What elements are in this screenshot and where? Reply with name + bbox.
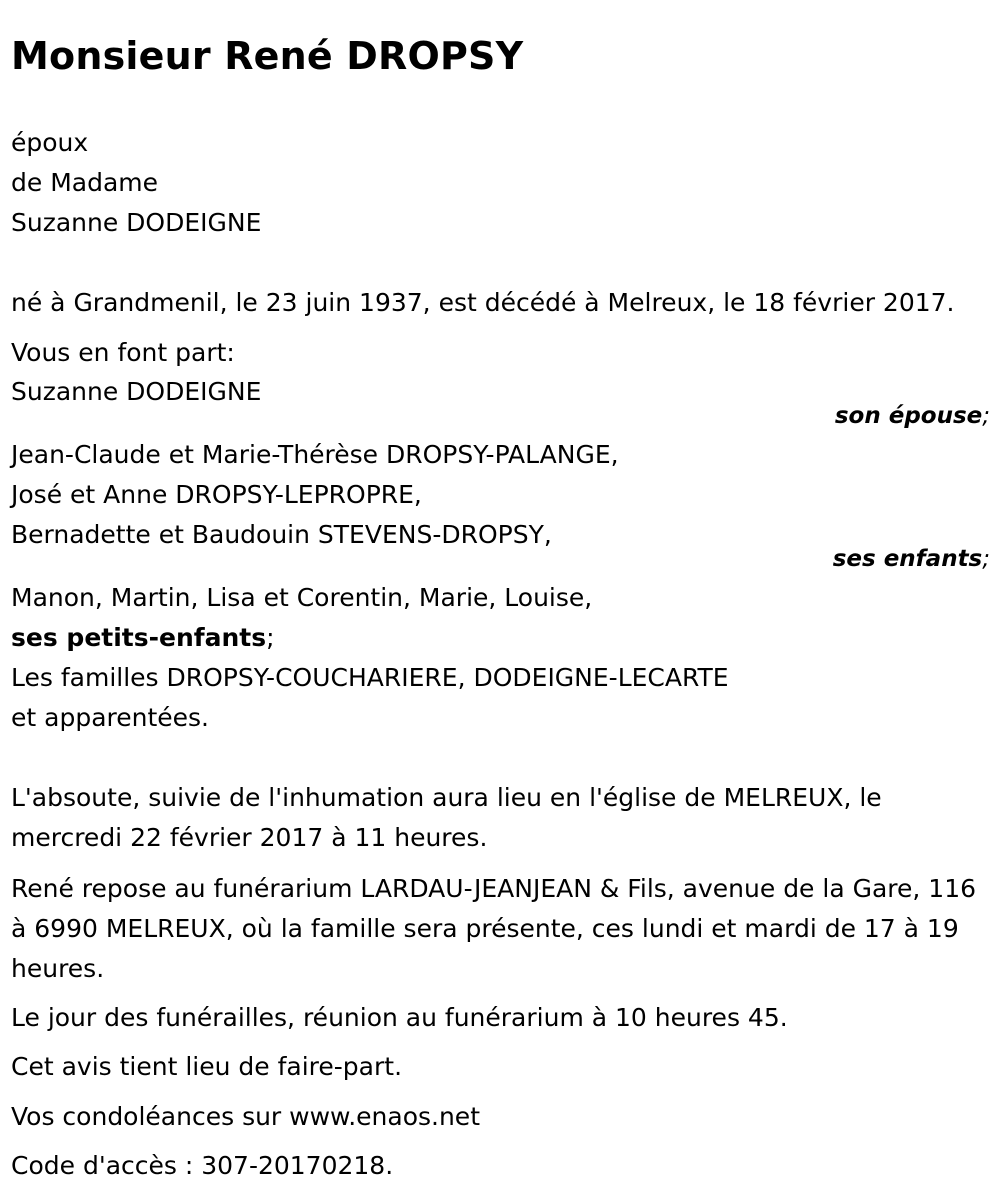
- grandchildren-role-label: ses petits-enfants: [11, 623, 267, 652]
- children-role-label: ses enfants: [832, 546, 983, 572]
- child-line-1: Jean-Claude et Marie-Thérèse DROPSY-PALANGE,: [11, 440, 619, 469]
- wife-role-label: son épouse: [834, 403, 983, 429]
- families-line-2: et apparentées.: [11, 703, 209, 732]
- spouse-line-3: Suzanne DODEIGNE: [11, 208, 262, 237]
- wife-name: Suzanne DODEIGNE: [11, 377, 262, 406]
- ceremony-paragraph: L'absoute, suivie de l'inhumation aura lieu en l'église de MELREUX, le mercredi 22 février 2017 à 11 heures.: [11, 783, 882, 852]
- spouse-line-1: époux: [11, 128, 89, 157]
- spouse-line-2: de Madame: [11, 168, 159, 197]
- notice-line: Cet avis tient lieu de faire-part.: [11, 1052, 403, 1081]
- condolences-line: Vos condoléances sur www.enaos.net: [11, 1102, 480, 1131]
- child-line-3: Bernadette et Baudouin STEVENS-DROPSY,: [11, 520, 552, 549]
- funerarium-paragraph: René repose au funérarium LARDAU-JEANJEAN & Fils, avenue de la Gare, 116 à 6990 MELREUX, où la famille sera présente, ces lundi et mardi de 17 à 19 heures.: [11, 874, 977, 983]
- child-line-2: José et Anne DROPSY-LEPROPRE,: [11, 480, 422, 509]
- children-role: [833, 544, 990, 574]
- families-line-1: Les familles DROPSY-COUCHARIERE, DODEIGNE-LECARTE: [11, 663, 729, 692]
- grandchildren-role: [11, 622, 275, 654]
- meeting-line: Le jour des funérailles, réunion au funérarium à 10 heures 45.: [11, 1003, 788, 1032]
- announce-intro: Vous en font part:: [11, 338, 235, 367]
- wife-role: [835, 401, 990, 431]
- wife-role-semicolon: ;: [982, 403, 990, 429]
- grandchildren-role-semicolon: ;: [266, 623, 275, 652]
- page-title: Monsieur René DROPSY: [11, 34, 524, 78]
- access-code-line: Code d'accès : 307-20170218.: [11, 1151, 394, 1180]
- children-role-semicolon: ;: [982, 546, 990, 572]
- birth-death-line: né à Grandmenil, le 23 juin 1937, est décédé à Melreux, le 18 février 2017.: [11, 288, 955, 317]
- grandchildren-line: Manon, Martin, Lisa et Corentin, Marie, Louise,: [11, 583, 593, 612]
